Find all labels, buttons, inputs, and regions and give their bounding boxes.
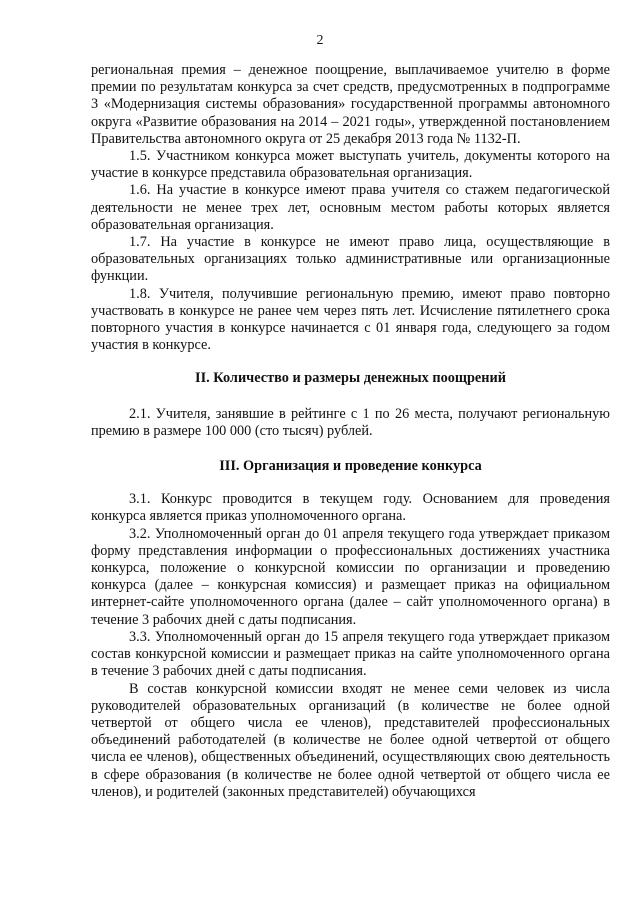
paragraph-3-3: 3.3. Уполномоченный орган до 15 апреля текущего года утверждает приказом состав конкурсной комиссии и размещает приказ на сайте уполномоченного органа в течение 3 рабочих дней с даты подписания. [91, 628, 610, 680]
page-number: 2 [316, 33, 324, 48]
paragraph-2-1: 2.1. Учителя, занявшие в рейтинге с 1 по 26 места, получают региональную премию в размере 100 000 (сто тысяч) рублей. [91, 405, 610, 439]
paragraph-1-7: 1.7. На участие в конкурсе не имеют право лица, осуществляющие в образовательных организациях только административные или организационные функции. [91, 234, 610, 285]
section-2-heading: II. Количество и размеры денежных поощрений [195, 370, 506, 387]
document-body [91, 62, 610, 801]
paragraph-commission: В состав конкурсной комиссии входят не менее семи человек из числа руководителей образовательных организаций (в количестве не более одной четвертой от общего числа ее членов), представителей профессиональных объединений работодателей (в количестве не более одной четвертой от общего числа ее членов), общественных объединений, осуществляющих свою деятельность в сфере образования (в количестве не более одной четвертой от общего числа ее членов), и родителей (законных представителей) обучающихся [91, 680, 610, 800]
paragraph-intro: региональная премия – денежное поощрение, выплачиваемое учителю в форме премии по результатам конкурса за счет средств, предусмотренных в подпрограмме 3 «Модернизация системы образования» государственной программы автономного округа «Развитие образования на 2014 – 2021 годы», утвержденной постановлением Правительства автономного округа от 25 декабря 2013 года № 1132-П. [91, 62, 610, 147]
paragraph-3-2: 3.2. Уполномоченный орган до 01 апреля текущего года утверждает приказом форму представления информации о профессиональных достижениях участника конкурса, положение о конкурсной комиссии по организации и проведению конкурса (далее – конкурсная комиссия) и размещает приказ на официальном интернет-сайте уполномоченного органа (далее – сайт уполномоченного органа) в течение 3 рабочих дней с даты подписания. [91, 525, 610, 628]
paragraph-1-8: 1.8. Учителя, получившие региональную премию, имеют право повторно участвовать в конкурсе не ранее чем через пять лет. Исчисление пятилетнего срока повторного участия в конкурсе начинается с 01 января года, следующего за годом участия в конкурсе. [91, 285, 610, 354]
section-3-heading: III. Организация и проведение конкурса [219, 458, 482, 475]
paragraph-3-1: 3.1. Конкурс проводится в текущем году. Основанием для проведения конкурса является приказ уполномоченного органа. [91, 491, 610, 525]
paragraph-1-6: 1.6. На участие в конкурсе имеют права учителя со стажем педагогической деятельности не менее трех лет, основным местом работы которых является образовательная организация. [91, 182, 610, 233]
paragraph-1-5: 1.5. Участником конкурса может выступать учитель, документы которого на участие в конкурсе представила образовательная организация. [91, 148, 610, 182]
